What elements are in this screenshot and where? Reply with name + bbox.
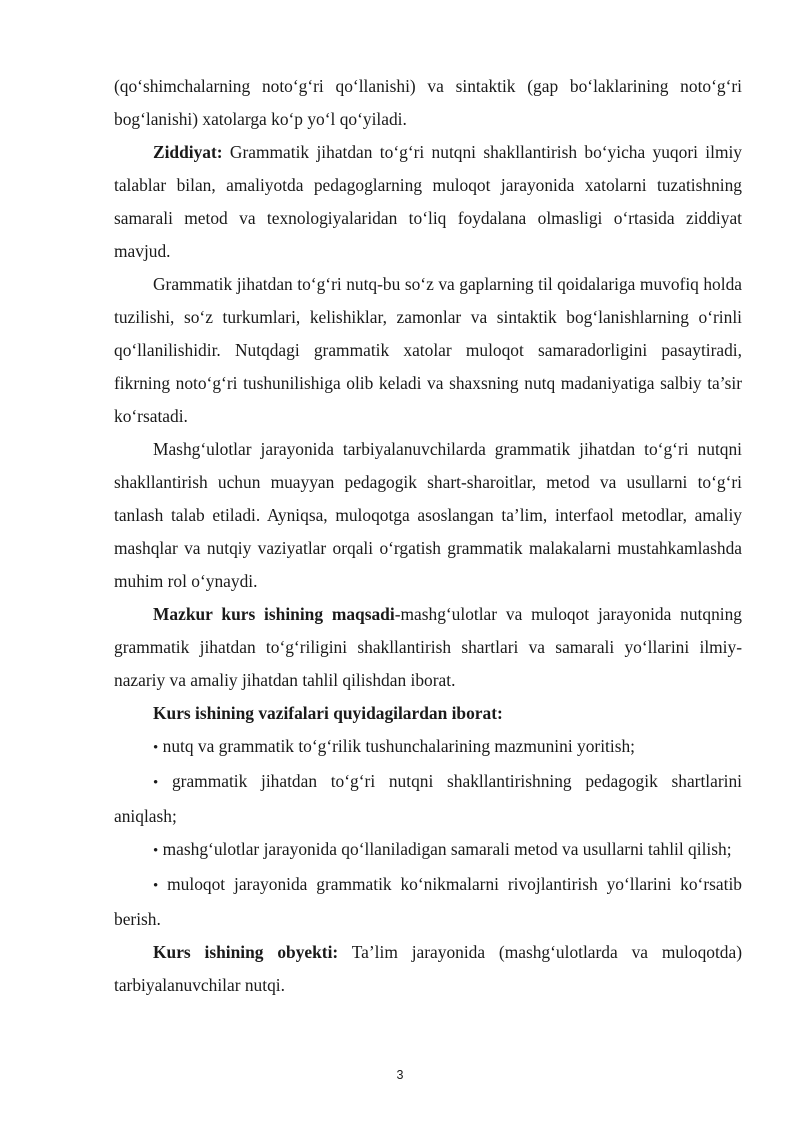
goal-text: -mashg‘ulotlar va muloqot jarayonida nutqning grammatik jihatdan to‘g‘riligini shakllantirish shartlari va samarali yo‘llarini ilmiy-nazariy va amaliy jihatdan tahlil qilishdan iborat. (114, 604, 742, 690)
task-text: nutq va grammatik to‘g‘rilik tushunchalarining mazmunini yoritish; (162, 736, 635, 756)
task-text: grammatik jihatdan to‘g‘ri nutqni shakllantirishning pedagogik shartlarini aniqlash; (114, 771, 742, 826)
task-item (114, 833, 742, 868)
paragraph-goal (114, 598, 742, 697)
task-item (114, 868, 742, 936)
page-number: 3 (396, 1068, 404, 1082)
tasks-heading: Kurs ishining vazifalari quyidagilardan iborat: (153, 703, 503, 723)
task-text: mashg‘ulotlar jarayonida qo‘llaniladigan samarali metod va usullarni tahlil qilish; (162, 839, 732, 859)
object-text: Ta’lim jarayonida (mashg‘ulotlarda va muloqotda) tarbiyalanuvchilar nutqi. (114, 942, 742, 995)
paragraph-intro (114, 70, 742, 136)
bullet-icon: • (153, 740, 159, 756)
task-text: muloqot jarayonida grammatik ko‘nikmalarni rivojlantirish yo‘llarini ko‘rsatib berish. (114, 874, 742, 929)
object-heading: Kurs ishining obyekti: (153, 942, 339, 962)
paragraph-contradiction (114, 136, 742, 268)
bullet-icon: • (153, 775, 159, 791)
task-item (114, 765, 742, 833)
definition-text: Grammatik jihatdan to‘g‘ri nutq-bu so‘z va gaplarning til qoidalariga muvofiq holda tuzilishi, so‘z turkumlari, kelishiklar, zamonlar va sintaktik bog‘lanishlarning o‘rinli qo‘llanilishidir. Nutqdagi grammatik xatolar muloqot samaradorligini pasaytiradi, fikrning noto‘g‘ri tushunilishiga olib keladi va shaxsning nutq madaniyatiga salbiy ta’sir ko‘rsatadi. (114, 274, 742, 426)
paragraph-definition (114, 268, 742, 433)
contradiction-text: Grammatik jihatdan to‘g‘ri nutqni shakllantirish bo‘yicha yuqori ilmiy talablar bilan, amaliyotda pedagoglarning muloqot jarayonida xatolarni tuzatishning samarali metod va texnologiyalaridan to‘liq foydalana olmasligi o‘rtasida ziddiyat mavjud. (114, 142, 742, 261)
document-page (114, 70, 742, 1002)
bullet-icon: • (153, 878, 159, 894)
bullet-icon: • (153, 843, 159, 859)
contradiction-heading: Ziddiyat: (153, 142, 223, 162)
goal-heading: Mazkur kurs ishining maqsadi (153, 604, 395, 624)
paragraph-intro-text: (qo‘shimchalarning noto‘g‘ri qo‘llanishi) va sintaktik (gap bo‘laklarining noto‘g‘ri bog‘lanishi) xatolarga ko‘p yo‘l qo‘yiladi. (114, 76, 742, 129)
paragraph-methods (114, 433, 742, 598)
paragraph-tasks-heading (114, 697, 742, 730)
methods-text: Mashg‘ulotlar jarayonida tarbiyalanuvchilarda grammatik jihatdan to‘g‘ri nutqni shakllantirish uchun muayyan pedagogik shart-sharoitlar, metod va usullarni to‘g‘ri tanlash talab etiladi. Ayniqsa, muloqotga asoslangan ta’lim, interfaol metodlar, amaliy mashqlar va nutqiy vaziyatlar orqali o‘rgatish grammatik malakalarni mustahkamlashda muhim rol o‘ynaydi. (114, 439, 742, 591)
task-item (114, 730, 742, 765)
paragraph-object (114, 936, 742, 1002)
